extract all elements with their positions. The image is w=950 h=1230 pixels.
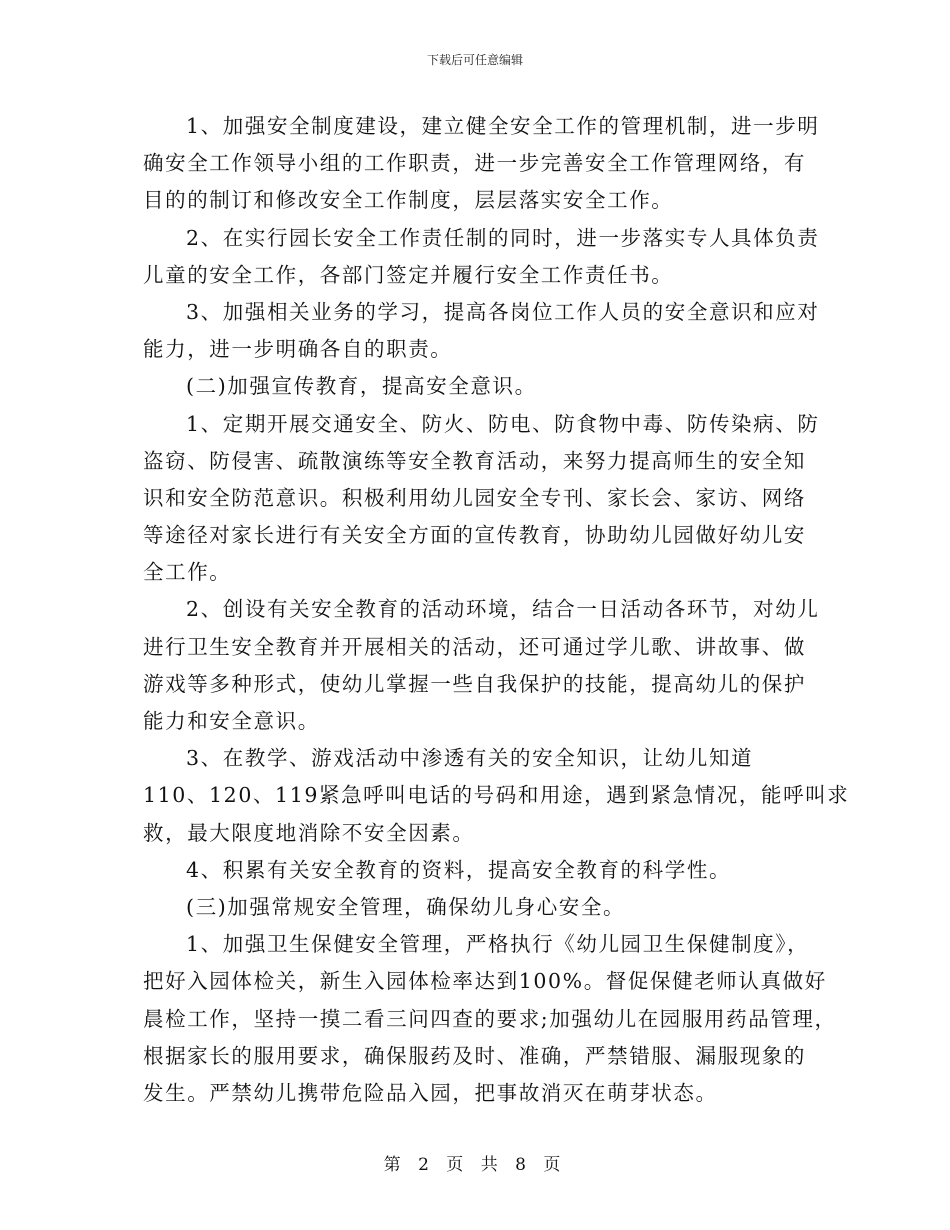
text-line: 游戏等多种形式，使幼儿掌握一些自我保护的技能，提高幼儿的保护: [143, 671, 806, 696]
text-line: 进行卫生安全教育并开展相关的活动，还可通过学儿歌、讲故事、做: [143, 634, 806, 659]
document-body: [143, 108, 850, 1112]
text-line: 儿童的安全工作，各部门签定并履行安全工作责任书。: [143, 262, 674, 287]
text-line: 4、积累有关安全教育的资料，提高安全教育的科学性。: [186, 857, 732, 882]
text-line: 1、加强卫生保健安全管理，严格执行《幼儿园卫生保健制度》，: [186, 932, 810, 957]
text-line: 晨检工作，坚持一摸二看三问四查的要求;加强幼儿在园服用药品管理，: [143, 1006, 837, 1031]
text-line: 3、在教学、游戏活动中渗透有关的安全知识，让幼儿知道: [186, 746, 754, 771]
text-line: 等途径对家长进行有关安全方面的宣传教育，协助幼儿园做好幼儿安: [143, 523, 806, 548]
text-line: 把好入园体检关，新生入园体检率达到100%。督促保健老师认真做好: [143, 969, 827, 994]
text-line: 110、120、119紧急呼叫电话的号码和用途，遇到紧急情况，能呼叫求: [143, 783, 850, 808]
text-line: 发生。严禁幼儿携带危险品入园，把事故消灭在萌芽状态。: [143, 1080, 718, 1105]
text-line: 2、创设有关安全教育的活动环境，结合一日活动各环节，对幼儿: [186, 597, 820, 622]
text-line: 识和安全防范意识。积极利用幼儿园安全专刊、家长会、家访、网络: [143, 485, 806, 510]
text-line: 1、加强安全制度建设，建立健全安全工作的管理机制，进一步明: [186, 114, 820, 138]
text-line: 确安全工作领导小组的工作职责，进一步完善安全工作管理网络，有: [143, 151, 806, 176]
text-line: 救，最大限度地消除不安全因素。: [143, 820, 475, 845]
section-heading: (二)加强宣传教育，提高安全意识。: [186, 374, 537, 399]
page-header: 下载后可任意编辑: [426, 53, 523, 67]
page-number: 第 2 页 共 8 页: [383, 1155, 567, 1175]
text-line: 2、在实行园长安全工作责任制的同时，进一步落实专人具体负责: [186, 225, 820, 250]
text-line: 能力和安全意识。: [143, 709, 320, 733]
text-line: 根据家长的服用要求，确保服药及时、准确，严禁错服、漏服现象的: [143, 1043, 806, 1068]
text-line: 1、定期开展交通安全、防火、防电、防食物中毒、防传染病、防: [186, 411, 820, 436]
text-line: 能力，进一步明确各自的职责。: [143, 337, 453, 362]
section-heading: (三)加强常规安全管理，确保幼儿身心安全。: [186, 894, 626, 919]
text-line: 3、加强相关业务的学习，提高各岗位工作人员的安全意识和应对: [186, 299, 820, 324]
text-line: 盗窃、防侵害、疏散演练等安全教育活动，来努力提高师生的安全知: [143, 448, 806, 473]
text-line: 目的的制订和修改安全工作制度，层层落实安全工作。: [143, 188, 674, 213]
text-line: 全工作。: [143, 560, 232, 585]
